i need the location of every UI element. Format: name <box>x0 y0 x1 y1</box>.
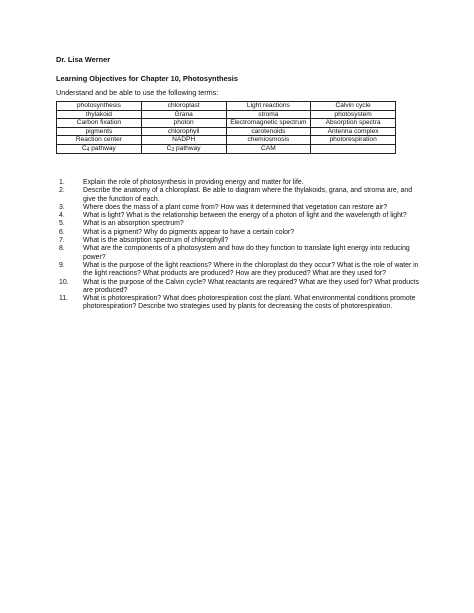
list-item <box>56 204 421 212</box>
table-cell: chemiosmosis <box>226 136 311 145</box>
table-row <box>57 119 396 128</box>
table-cell <box>311 144 396 153</box>
table-cell: Carbon fixation <box>57 119 142 128</box>
question-text: What is the absorption spectrum of chlorophyll? <box>83 237 229 245</box>
list-item <box>56 179 421 187</box>
objectives-title: Learning Objectives for Chapter 10, Photosynthesis <box>56 74 238 83</box>
table-cell: photosystem <box>311 110 396 119</box>
table-row <box>57 127 396 136</box>
table-cell: Light reactions <box>226 102 311 111</box>
table-cell: pigments <box>57 127 142 136</box>
question-number: 3. <box>59 203 65 211</box>
table-cell: $C_3$ pathway <box>141 144 226 153</box>
instruction-text: Understand and be able to use the following terms: <box>56 88 219 97</box>
question-text: What is the purpose of the light reactions? Where in the chloroplast do they occur? What is the role of water in the light reactions? What products are produced? How are they produced? What are they used for? <box>83 261 419 278</box>
question-list <box>56 179 421 312</box>
table-row <box>57 136 396 145</box>
table-cell: photon <box>141 119 226 128</box>
table-cell: Reaction center <box>57 136 142 145</box>
table-cell: thylakoid <box>57 110 142 119</box>
question-number: 7. <box>59 237 65 245</box>
question-text: What is light? What is the relationship between the energy of a photon of light and the wavelength of light? <box>83 212 407 220</box>
question-text: What is a pigment? Why do pigments appear to have a certain color? <box>83 228 295 236</box>
table-cell: stroma <box>226 110 311 119</box>
question-number: 9. <box>59 261 65 269</box>
table-cell: NADPH <box>141 136 226 145</box>
table-cell: Electromagnetic spectrum <box>226 119 311 128</box>
question-text: What is an absorption spectrum? <box>83 220 184 228</box>
table-cell: CAM <box>226 144 311 153</box>
table-row <box>57 144 396 153</box>
list-item <box>56 295 421 312</box>
question-number: 1. <box>59 179 65 186</box>
table-cell: $C_4$ pathway <box>57 144 142 153</box>
question-text: Explain the role of photosynthesis in providing energy and matter for life. <box>83 179 304 186</box>
question-number: 2. <box>59 187 65 195</box>
question-number: 4. <box>59 212 65 220</box>
table-cell: photorespiration <box>311 136 396 145</box>
list-item <box>56 212 421 220</box>
list-item <box>56 237 421 245</box>
table-cell: carotenoids <box>226 127 311 136</box>
terms-table <box>56 101 396 154</box>
list-item <box>56 245 421 262</box>
table-cell: photosynthesis <box>57 102 142 111</box>
question-text: Describe the anatomy of a chloroplast. Be able to diagram where the thylakoids, grana, and stroma are, and give the function of each. <box>83 187 413 203</box>
author-name: Dr. Lisa Werner <box>56 55 111 64</box>
list-item <box>56 229 421 237</box>
list-item <box>56 220 421 228</box>
table-cell: Antenna complex <box>311 127 396 136</box>
question-text: What is photorespiration? What does photorespiration cost the plant. What environmental conditions promote photorespiration? Describe two strategies used by plants for decreasing the costs of photorespiration. <box>83 295 416 311</box>
question-number: 6. <box>59 228 65 236</box>
question-text: What are the components of a photosystem and how do they function to translate light energy into reducing power? <box>83 245 410 261</box>
question-text: What is the purpose of the Calvin cycle? What reactants are required? What are they used for? What products are produced? <box>83 278 419 294</box>
table-cell: Grana <box>141 110 226 119</box>
table-cell: Calvin cycle <box>311 102 396 111</box>
question-number: 5. <box>59 220 65 228</box>
table-cell: Absorption spectra <box>311 119 396 128</box>
list-item <box>56 262 421 279</box>
table-cell: chloroplast <box>141 102 226 111</box>
list-item <box>56 279 421 296</box>
table-row <box>57 110 396 119</box>
list-item <box>56 187 421 204</box>
table-cell: chlorophyll <box>141 127 226 136</box>
question-text: Where does the mass of a plant come from? How was it determined that vegetation can restore air? <box>83 203 388 211</box>
question-number: 8. <box>59 245 65 253</box>
question-number: 10. <box>59 278 69 286</box>
table-row <box>57 102 396 111</box>
question-number: 11. <box>59 295 69 303</box>
